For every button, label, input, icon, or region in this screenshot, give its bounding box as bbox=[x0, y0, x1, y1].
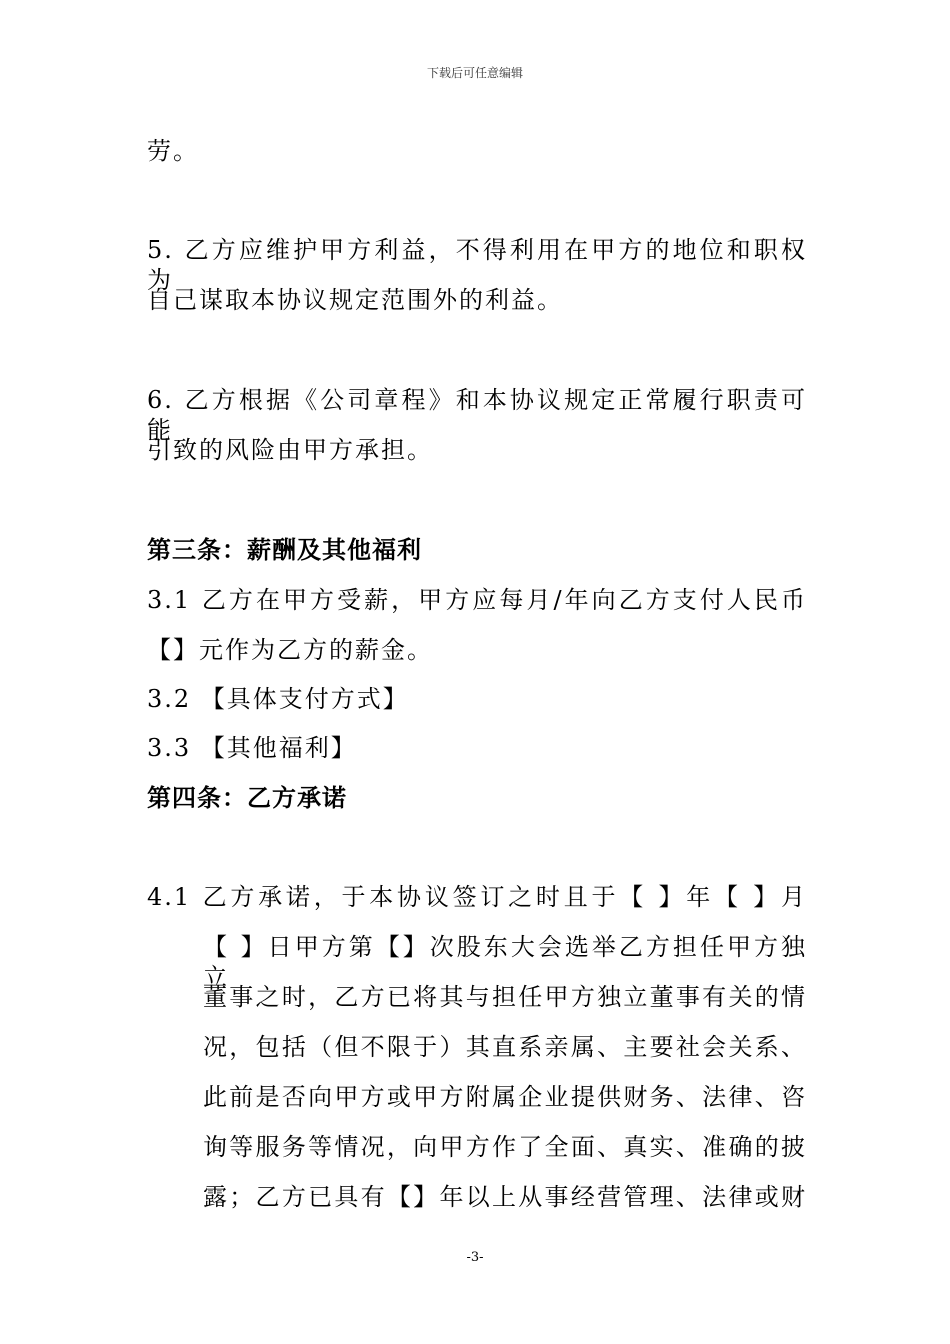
page-header: 下载后可任意编辑 bbox=[426, 66, 523, 80]
paragraph-line: 4.1 乙方承诺，于本协议签订之时且于【 】年【 】月 bbox=[147, 883, 807, 911]
paragraph-line: 3.3 【其他福利】 bbox=[147, 734, 357, 762]
paragraph-line: 引致的风险由甲方承担。 bbox=[147, 436, 433, 464]
section-heading: 第三条：薪酬及其他福利 bbox=[147, 535, 422, 564]
paragraph-line: 5. 乙方应维护甲方利益，不得利用在甲方的地位和职权为 bbox=[147, 236, 807, 294]
paragraph-line: 【】元作为乙方的薪金。 bbox=[147, 636, 433, 664]
page-number: -3- bbox=[466, 1250, 484, 1265]
paragraph-line: 3.2 【具体支付方式】 bbox=[147, 685, 409, 713]
section-heading: 第四条：乙方承诺 bbox=[147, 783, 347, 812]
paragraph-line: 自己谋取本协议规定范围外的利益。 bbox=[147, 286, 563, 314]
paragraph-line: 况，包括（但不限于）其直系亲属、主要社会关系、 bbox=[203, 1033, 807, 1061]
paragraph-line: 【 】日甲方第【】次股东大会选举乙方担任甲方独立 bbox=[203, 933, 807, 991]
paragraph-line: 6. 乙方根据《公司章程》和本协议规定正常履行职责可能 bbox=[147, 386, 807, 444]
paragraph-line: 董事之时，乙方已将其与担任甲方独立董事有关的情 bbox=[203, 983, 807, 1011]
paragraph-line: 此前是否向甲方或甲方附属企业提供财务、法律、咨 bbox=[203, 1083, 807, 1111]
paragraph-line: 露；乙方已具有【】年以上从事经营管理、法律或财 bbox=[203, 1183, 807, 1211]
paragraph-line: 劳。 bbox=[147, 137, 199, 165]
paragraph-line: 询等服务等情况，向甲方作了全面、真实、准确的披 bbox=[203, 1133, 807, 1161]
paragraph-line: 3.1 乙方在甲方受薪，甲方应每月/年向乙方支付人民币 bbox=[147, 586, 807, 614]
